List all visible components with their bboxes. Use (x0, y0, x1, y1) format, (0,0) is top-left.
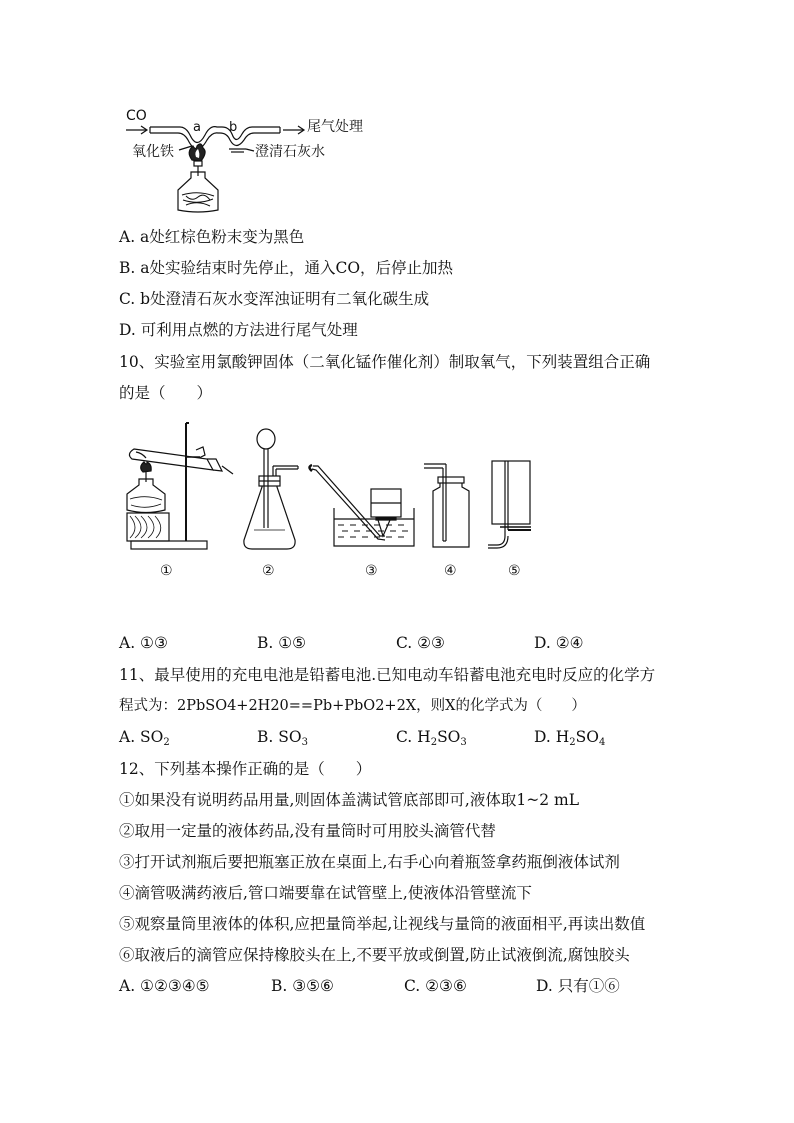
q12-option-b: B. ③⑤⑥ (271, 977, 334, 995)
apparatus-3-label: ③ (365, 563, 378, 579)
q12-option-d: D. 只有①⑥ (536, 977, 620, 995)
q10-option-a: A. ①③ (119, 634, 168, 652)
apparatus-3-water-collection (310, 465, 415, 546)
q9-option-c: C. b处澄清石灰水变浑浊证明有二氧化碳生成 (119, 290, 430, 308)
apparatus-2-flask-funnel (244, 429, 298, 549)
q11-option-a: A. $SO_2$ (119, 728, 170, 748)
q12-item-3: ③打开试剂瓶后要把瓶塞正放在桌面上,右手心向着瓶签拿药瓶倒液体试剂 (119, 853, 620, 871)
q10-option-b: B. ①⑤ (257, 634, 307, 652)
q11-stem-line1: 11、最早使用的充电电池是铅蓄电池.已知电动车铅蓄电池充电时反应的化学方 (119, 666, 656, 684)
limewater-label: 澄清石灰水 (255, 144, 325, 160)
tail-gas-label: 尾气处理 (307, 119, 363, 135)
q12-item-2: ②取用一定量的液体药品,没有量筒时可用胶头滴管代替 (119, 822, 496, 840)
q9-option-d: D. 可利用点燃的方法进行尾气处理 (119, 321, 358, 339)
apparatus-1-label: ① (160, 563, 173, 579)
q10-stem-line2: 的是（ ） (119, 384, 213, 402)
apparatus-1-solid-heating (127, 423, 233, 549)
q9-option-b: B. a处实验结束时先停止，通入CO，后停止加热 (119, 259, 454, 277)
q10-stem-line1: 10、实验室用氯酸钾固体（二氧化锰作催化剂）制取氧气，下列装置组合正确 (119, 353, 651, 371)
q12-option-a: A. ①②③④⑤ (119, 977, 210, 995)
apparatus-5-inverted-bottle (488, 461, 531, 548)
q10-option-d: D. ②④ (534, 634, 584, 652)
a-label: a (193, 120, 201, 135)
apparatus-4-label: ④ (444, 563, 457, 579)
q12-item-5: ⑤观察量筒里液体的体积,应把量筒举起,让视线与量筒的液面相平,再读出数值 (119, 915, 646, 933)
q10-option-c: C. ②③ (396, 634, 445, 652)
q12-item-1: ①如果没有说明药品用量,则固体盖满试管底部即可,液体取1~2 mL (119, 791, 579, 809)
iron-oxide-label: 氧化铁 (132, 144, 174, 160)
q11-option-d: D. $H_2SO_4$ (534, 728, 606, 748)
b-label: b (229, 120, 238, 135)
apparatus-4-gas-bottle (424, 464, 469, 547)
apparatus-5-label: ⑤ (508, 563, 521, 579)
q12-option-c: C. ②③⑥ (404, 977, 467, 995)
q12-title: 12、下列基本操作正确的是（ ） (119, 760, 372, 778)
q11-stem-line2: 程式为：2PbSO4+2H20==Pb+PbO2+2X，则X的化学式为（ ） (119, 698, 586, 714)
co-label: CO (126, 108, 147, 124)
q11-option-c: C. $H_2SO_3$ (396, 728, 467, 748)
q12-item-6: ⑥取液后的滴管应保持橡胶头在上,不要平放或倒置,防止试液倒流,腐蚀胶头 (119, 946, 630, 964)
apparatus-2-label: ② (262, 563, 275, 579)
q12-item-4: ④滴管吸满药液后,管口端要靠在试管壁上,使液体沿管壁流下 (119, 884, 532, 902)
q11-option-b: B. $SO_3$ (257, 728, 308, 748)
q9-option-a: A. a处红棕色粉末变为黑色 (119, 228, 305, 246)
